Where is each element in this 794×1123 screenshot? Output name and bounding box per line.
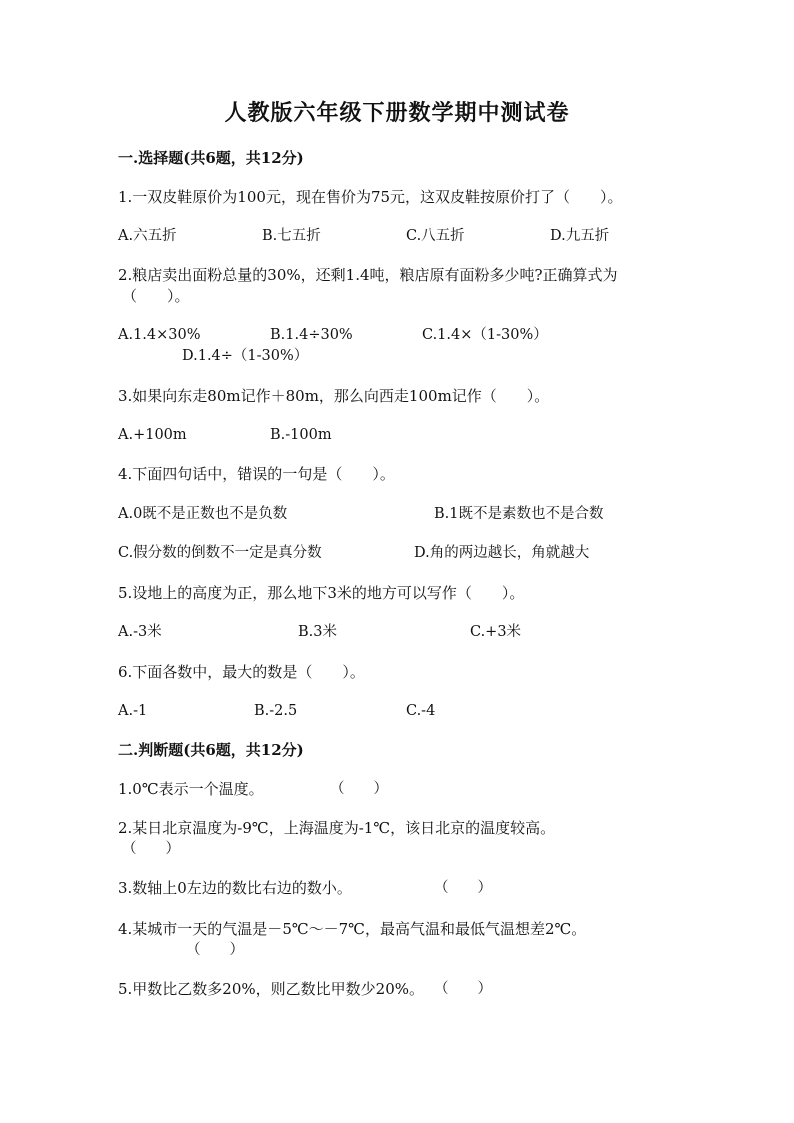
- q5-option-a: A.-3米: [118, 624, 162, 640]
- q5-option-b: B.3米: [298, 624, 337, 640]
- q3-option-a: A.+100m: [118, 427, 187, 443]
- q2-option-c: C.1.4×（1-30%）: [422, 327, 548, 343]
- question-2-text-line1: 2.粮店卖出面粉总量的30%，还剩1.4吨，粮店原有面粉多少吨?正确算式为: [118, 266, 618, 284]
- q4-option-d: D.角的两边越长，角就越大: [414, 545, 590, 561]
- judgment-3-answer-paren: （ ）: [434, 880, 492, 896]
- q2-option-b: B.1.4÷30%: [270, 327, 353, 343]
- q3-option-b: B.-100m: [270, 427, 332, 443]
- q1-option-d: D.九五折: [550, 228, 610, 244]
- question-4-text: 4.下面四句话中，错误的一句是（ ）。: [118, 465, 395, 483]
- section-heading-choice: 一.选择题(共6题，共12分): [118, 149, 304, 167]
- judgment-5-text: 5.甲数比乙数多20%，则乙数比甲数少20%。: [118, 980, 424, 998]
- question-2-text-line2: （ ）。: [122, 287, 190, 305]
- judgment-2-text: 2.某日北京温度为-9℃，上海温度为-1℃，该日北京的温度较高。: [118, 819, 556, 837]
- judgment-4-answer-paren: （ ）: [186, 942, 244, 958]
- q6-option-c: C.-4: [406, 703, 436, 719]
- judgment-4-text: 4.某城市一天的气温是－5℃～－7℃，最高气温和最低气温想差2℃。: [118, 920, 587, 938]
- question-3-text: 3.如果向东走80m记作＋80m，那么向西走100m记作（ ）。: [118, 387, 550, 405]
- judgment-5-answer-paren: （ ）: [434, 981, 492, 997]
- q1-option-a: A.六五折: [118, 228, 177, 244]
- judgment-3-text: 3.数轴上0左边的数比右边的数小。: [118, 879, 352, 897]
- section-heading-judgment: 二.判断题(共6题，共12分): [118, 741, 304, 759]
- page-title: 人教版六年级下册数学期中测试卷: [224, 100, 570, 126]
- judgment-1-answer-paren: （ ）: [330, 781, 388, 797]
- q5-option-c: C.+3米: [470, 624, 522, 640]
- q2-option-a: A.1.4×30%: [118, 327, 201, 343]
- q6-option-b: B.-2.5: [254, 703, 298, 719]
- question-5-text: 5.设地上的高度为正，那么地下3米的地方可以写作（ ）。: [118, 584, 525, 602]
- question-6-text: 6.下面各数中，最大的数是（ ）。: [118, 663, 365, 681]
- q2-option-d: D.1.4÷（1-30%）: [182, 348, 309, 364]
- q4-option-c: C.假分数的倒数不一定是真分数: [118, 545, 322, 561]
- judgment-2-answer-paren: （ ）: [122, 841, 180, 857]
- q1-option-c: C.八五折: [406, 228, 465, 244]
- judgment-1-text: 1.0℃表示一个温度。: [118, 780, 264, 798]
- question-1-text: 1.一双皮鞋原价为100元，现在售价为75元，这双皮鞋按原价打了（ ）。: [118, 188, 623, 206]
- q4-option-a: A.0既不是正数也不是负数: [118, 506, 288, 522]
- q6-option-a: A.-1: [118, 703, 148, 719]
- q1-option-b: B.七五折: [262, 228, 321, 244]
- q4-option-b: B.1既不是素数也不是合数: [434, 506, 604, 522]
